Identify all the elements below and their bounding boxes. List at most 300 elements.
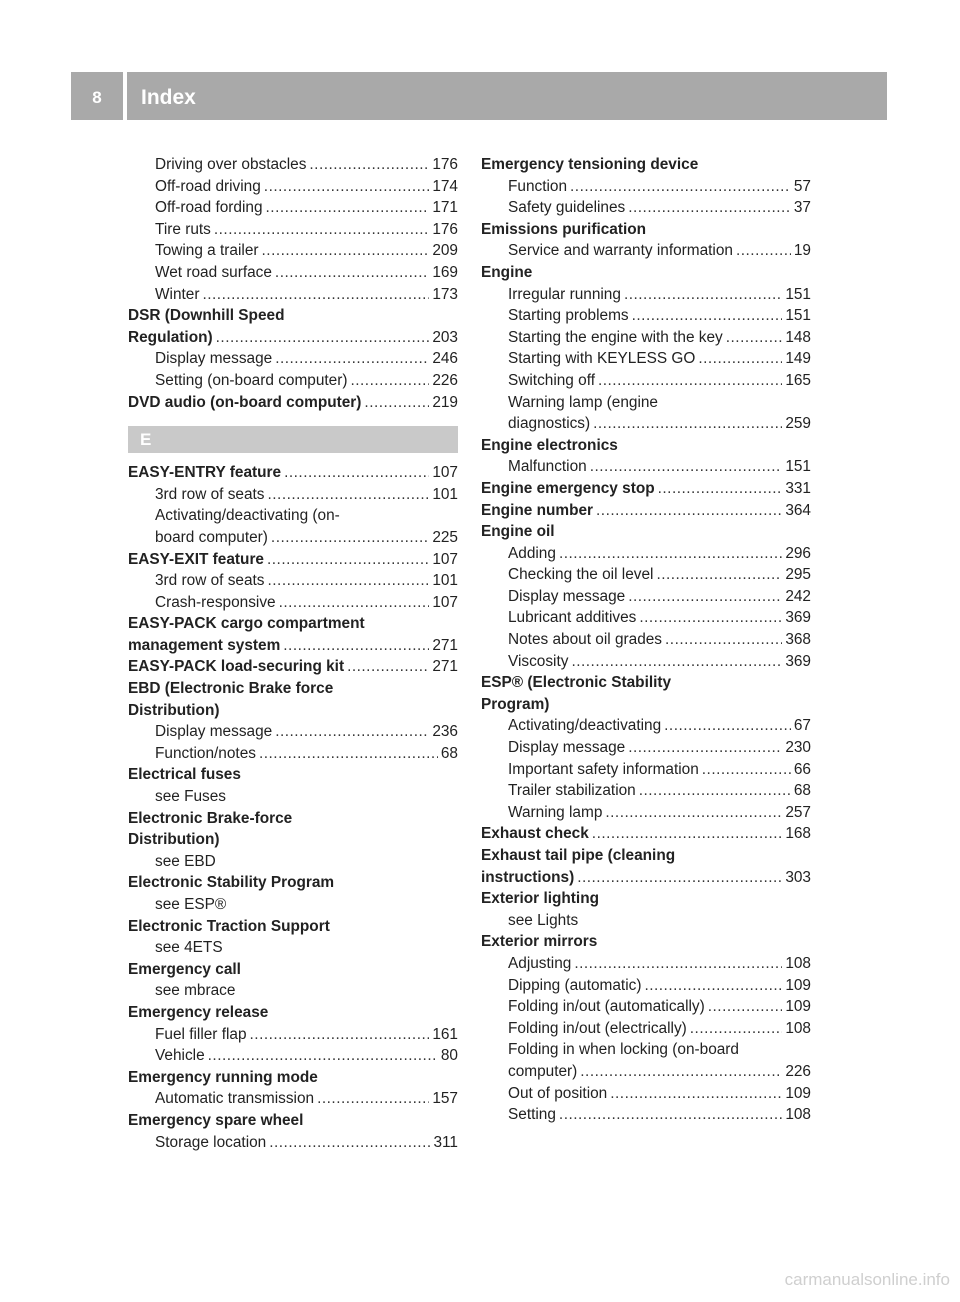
entry-text: Wet road surface [155,263,272,281]
index-entry [128,916,458,938]
leader-dots [628,197,791,219]
leader-dots [590,456,783,478]
index-subentry[interactable] [128,570,458,592]
entry-text: Crash-responsive [155,593,276,611]
entry-text: Starting with KEYLESS GO [508,350,696,368]
index-entry [128,1067,458,1089]
entry-text: EASY-EXIT feature [128,550,264,568]
entry-text: Driving over obstacles [155,156,307,173]
leader-dots [284,462,429,484]
index-subentry[interactable] [481,413,811,435]
entry-text: Warning lamp [508,803,603,821]
page-reference[interactable]: 369 [785,609,811,627]
leader-dots [658,478,783,500]
index-subentry[interactable] [128,219,458,241]
entry-text: EASY-PACK load-securing kit [128,658,345,676]
entry-text: Folding in/out (automatically) [508,998,705,1016]
leader-dots [665,629,782,651]
page-reference[interactable]: 176 [432,220,458,238]
index-subentry [128,786,458,808]
index-subentry[interactable] [481,1061,811,1083]
index-subentry [481,910,811,932]
index-entry[interactable] [128,635,458,657]
index-subentry[interactable] [481,370,811,392]
entry-text: see 4ETS [155,939,223,957]
page-reference[interactable]: 259 [785,415,811,433]
index-subentry[interactable] [481,176,811,198]
index-subentry[interactable] [481,651,811,673]
index-subentry[interactable] [128,262,458,284]
index-subentry[interactable] [481,737,811,759]
entry-text: Emergency running mode [128,1068,318,1086]
page-reference[interactable]: 101 [432,572,458,590]
page-reference[interactable]: 157 [432,1090,458,1108]
page-reference[interactable]: 311 [433,1133,458,1151]
index-letter-heading: E [128,426,458,453]
index-entry [481,154,811,176]
entry-text: Engine electronics [481,436,618,454]
index-subentry[interactable] [481,348,811,370]
index-entry [481,219,811,241]
index-entry [128,700,458,722]
page-reference[interactable]: 37 [793,199,811,217]
entry-text: see Fuses [155,788,227,806]
leader-dots [216,327,430,349]
index-subentry[interactable] [481,802,811,824]
index-subentry[interactable] [128,348,458,370]
leader-dots [570,176,791,198]
leader-dots [639,607,782,629]
entry-text: DVD audio (on-board computer) [128,393,362,411]
entry-text: Folding in/out (electrically) [508,1019,687,1037]
leader-dots [275,348,429,370]
index-entry[interactable] [481,500,811,522]
entry-text: Automatic transmission [155,1090,315,1108]
index-subentry[interactable] [128,721,458,743]
leader-dots [708,996,783,1018]
leader-dots [574,953,782,975]
page-reference[interactable]: 364 [785,501,811,519]
leader-dots [690,1018,783,1040]
entry-text: Display message [155,723,273,741]
index-entry [481,262,811,284]
index-entry [481,888,811,910]
leader-dots [259,743,438,765]
leader-dots [593,413,782,435]
index-entry [128,959,458,981]
leader-dots [266,197,430,219]
index-subentry[interactable] [128,592,458,614]
index-subentry[interactable] [128,1132,458,1154]
entry-text: EBD (Electronic Brake force [128,680,334,698]
entry-text: Vehicle [155,1047,205,1065]
entry-text: Display message [508,587,626,605]
entry-text: Setting [508,1106,556,1124]
page-reference[interactable]: 68 [440,744,458,762]
index-subentry[interactable] [128,527,458,549]
index-entry[interactable] [481,867,811,889]
index-subentry[interactable] [481,629,811,651]
entry-text: Engine oil [481,523,555,541]
leader-dots [610,1083,782,1105]
page-reference[interactable]: 236 [432,723,458,741]
page-reference[interactable]: 68 [793,782,811,800]
leader-dots [309,154,429,176]
entry-text: 3rd row of seats [155,572,265,590]
entry-text: Distribution) [128,831,220,849]
leader-dots [571,651,782,673]
index-entry [128,872,458,894]
entry-text: diagnostics) [508,415,591,433]
entry-text: Display message [508,739,626,757]
index-subentry[interactable] [128,370,458,392]
entry-text: Dipping (automatic) [508,976,642,994]
index-entry [128,1110,458,1132]
entry-text: see ESP® [155,896,227,913]
index-entry[interactable] [128,327,458,349]
leader-dots [656,564,782,586]
leader-dots [726,327,783,349]
index-entry [128,764,458,786]
entry-text: EASY-PACK cargo compartment [128,615,365,633]
entry-text: Electronic Stability Program [128,874,335,892]
leader-dots [598,370,782,392]
entry-text: Emergency spare wheel [128,1111,304,1129]
index-entry [128,305,458,327]
index-column-left [128,154,458,1153]
index-entry [481,845,811,867]
page-number: 8 [92,88,102,107]
page-reference[interactable]: 151 [785,307,811,325]
index-subentry[interactable] [128,240,458,262]
page-reference[interactable]: 151 [785,285,811,303]
entry-text: board computer) [155,528,268,546]
page-reference[interactable]: 219 [432,393,458,411]
page-reference[interactable]: 171 [432,199,458,217]
index-entry [128,678,458,700]
index-entry [128,829,458,851]
index-subentry[interactable] [481,284,811,306]
entry-text: Regulation) [128,328,213,346]
entry-text: Adjusting [508,954,572,972]
page-reference[interactable]: 165 [785,371,811,389]
page-reference[interactable]: 108 [785,1106,811,1124]
entry-text: Engine [481,263,533,281]
page-reference[interactable]: 19 [793,242,811,260]
entry-text: Activating/deactivating (on- [155,507,340,525]
entry-text: Function [508,177,568,195]
entry-text: Fuel filler flap [155,1025,247,1043]
index-entry [128,1002,458,1024]
entry-text: Exhaust check [481,825,589,843]
entry-text: Viscosity [508,652,569,670]
index-subentry[interactable] [128,176,458,198]
leader-dots [208,1045,438,1067]
index-subentry [481,1039,811,1061]
leader-dots [271,527,429,549]
leader-dots [250,1024,430,1046]
entry-text: see Lights [508,911,579,929]
index-column-right [481,154,811,1126]
page-reference[interactable]: 108 [785,954,811,972]
page-reference[interactable]: 331 [785,479,811,497]
page-reference[interactable]: 149 [785,350,811,368]
leader-dots [559,543,782,565]
leader-dots [632,305,783,327]
index-subentry[interactable] [481,780,811,802]
entry-text: Towing a trailer [155,242,259,260]
index-subentry[interactable] [128,154,458,176]
entry-text: Winter [155,285,200,303]
leader-dots [559,1104,782,1126]
index-entry[interactable] [481,478,811,500]
leader-dots [580,1061,782,1083]
page-reference[interactable]: 109 [785,998,811,1016]
entry-text: Lubricant additives [508,609,637,627]
page-reference[interactable]: 80 [440,1047,458,1065]
leader-dots [364,392,429,414]
page-reference[interactable]: 108 [785,1019,811,1037]
entry-text: see mbrace [155,982,236,1000]
index-subentry[interactable] [481,543,811,565]
entry-text: Adding [508,544,556,562]
leader-dots [202,284,429,306]
entry-text: Checking the oil level [508,566,654,584]
entry-text: Switching off [508,371,595,389]
index-entry [128,613,458,635]
index-entry [128,808,458,830]
entry-text: Activating/deactivating [508,717,662,735]
index-subentry [128,505,458,527]
entry-text: Out of position [508,1084,608,1102]
entry-text: Tire ruts [155,220,211,238]
leader-dots [736,240,791,262]
page-reference[interactable]: 271 [432,636,458,654]
index-subentry[interactable] [481,456,811,478]
entry-text: Program) [481,695,550,713]
entry-text: Storage location [155,1133,267,1151]
index-subentry[interactable] [481,305,811,327]
page-reference[interactable]: 107 [432,593,458,611]
index-subentry[interactable] [481,953,811,975]
entry-text: computer) [508,1062,578,1080]
entry-text: Starting the engine with the key [508,328,723,346]
index-subentry [128,894,458,916]
leader-dots [577,867,782,889]
page-reference[interactable]: 295 [785,566,811,584]
leader-dots [317,1088,429,1110]
index-entry [481,694,811,716]
page-reference[interactable]: 173 [432,285,458,303]
leader-dots [639,780,791,802]
index-entry[interactable] [481,823,811,845]
leader-dots [628,586,782,608]
leader-dots [267,549,429,571]
watermark: carmanualsonline.info [784,1270,950,1289]
index-subentry[interactable] [128,1045,458,1067]
page-reference[interactable]: 148 [785,328,811,346]
page-reference[interactable]: 303 [785,868,811,886]
page-reference[interactable]: 271 [432,658,458,676]
page-title: Index [141,86,196,109]
page-reference[interactable]: 369 [785,652,811,670]
page-reference[interactable]: 109 [785,1084,811,1102]
leader-dots [269,1132,430,1154]
index-subentry[interactable] [481,586,811,608]
page-reference[interactable]: 176 [432,156,458,173]
entry-text: Function/notes [155,744,256,762]
entry-text: Electronic Traction Support [128,917,330,935]
leader-dots [628,737,782,759]
index-entry [481,672,811,694]
entry-text: Important safety information [508,760,699,778]
entry-text: Irregular running [508,285,621,303]
entry-text: ESP® (Electronic Stability [481,674,672,692]
entry-text: Folding in when locking (on-board [508,1041,739,1059]
index-entry[interactable] [128,392,458,414]
entry-text: see EBD [155,852,216,870]
index-subentry [128,851,458,873]
leader-dots [264,176,430,198]
index-subentry[interactable] [481,975,811,997]
entry-text: Emergency tensioning device [481,156,699,173]
page-reference[interactable]: 226 [432,371,458,389]
entry-text: DSR (Downhill Speed [128,307,285,325]
leader-dots [347,656,429,678]
leader-dots [605,802,782,824]
index-subentry[interactable] [481,1104,811,1126]
index-subentry[interactable] [128,1024,458,1046]
index-subentry[interactable] [128,484,458,506]
index-subentry[interactable] [481,240,811,262]
page-reference[interactable]: 161 [432,1025,458,1043]
page-reference[interactable]: 107 [432,464,458,482]
entry-text: Off-road fording [155,199,263,217]
index-subentry[interactable] [481,996,811,1018]
entry-text: Engine number [481,501,594,519]
index-subentry[interactable] [481,197,811,219]
leader-dots [283,635,429,657]
entry-text: Service and warranty information [508,242,733,260]
leader-dots [702,759,791,781]
entry-text: Trailer stabilization [508,782,636,800]
page-reference[interactable]: 209 [432,242,458,260]
index-subentry[interactable] [128,284,458,306]
index-subentry[interactable] [481,759,811,781]
page-reference[interactable]: 66 [793,760,811,778]
leader-dots [262,240,430,262]
index-entry[interactable] [128,656,458,678]
entry-text: Emergency call [128,960,241,978]
entry-text: Emissions purification [481,220,647,238]
entry-text: Setting (on-board computer) [155,371,348,389]
index-entry[interactable] [128,462,458,484]
index-subentry [128,937,458,959]
leader-dots [214,219,429,241]
index-subentry[interactable] [481,607,811,629]
index-subentry[interactable] [481,1018,811,1040]
index-subentry [128,980,458,1002]
entry-text: EASY-ENTRY feature [128,464,282,482]
page-reference[interactable]: 226 [785,1062,811,1080]
entry-text: Starting problems [508,307,629,325]
page-reference[interactable]: 368 [785,631,811,649]
leader-dots [268,484,430,506]
page-reference[interactable]: 203 [432,328,458,346]
index-subentry[interactable] [128,197,458,219]
entry-text: management system [128,636,281,654]
leader-dots [279,592,430,614]
page-reference[interactable]: 257 [785,803,811,821]
page-reference[interactable]: 168 [785,825,811,843]
leader-dots [275,262,429,284]
leader-dots [268,570,430,592]
leader-dots [350,370,429,392]
entry-text: Electrical fuses [128,766,241,784]
page-reference[interactable]: 242 [785,587,811,605]
entry-text: Display message [155,350,273,368]
entry-text: 3rd row of seats [155,485,265,503]
entry-text: Exterior lighting [481,890,599,908]
page-reference[interactable]: 246 [432,350,458,368]
entry-text: Warning lamp (engine [508,393,658,411]
leader-dots [664,715,791,737]
leader-dots [698,348,782,370]
page-reference[interactable]: 230 [785,739,811,757]
leader-dots [596,500,782,522]
entry-text: Malfunction [508,458,587,476]
leader-dots [644,975,782,997]
page-reference[interactable]: 107 [432,550,458,568]
index-subentry [481,392,811,414]
page-reference[interactable]: 101 [432,485,458,503]
entry-text: Exhaust tail pipe (cleaning [481,847,676,864]
page-reference[interactable]: 169 [432,263,458,281]
index-subentry[interactable] [481,1083,811,1105]
page-reference[interactable]: 174 [432,177,458,195]
entry-text: instructions) [481,868,575,886]
entry-text: Emergency release [128,1003,269,1021]
entry-text: Exterior mirrors [481,933,598,951]
leader-dots [624,284,782,306]
header-divider [123,72,127,120]
leader-dots [275,721,429,743]
index-entry [481,435,811,457]
page-reference[interactable]: 109 [785,976,811,994]
entry-text: Off-road driving [155,177,261,195]
index-subentry[interactable] [128,1088,458,1110]
page-reference[interactable]: 57 [793,177,811,195]
page-reference[interactable]: 296 [785,544,811,562]
page-reference[interactable]: 67 [793,717,811,735]
page-header [71,72,887,120]
entry-text: Distribution) [128,701,220,719]
entry-text: Notes about oil grades [508,631,663,649]
index-entry [481,521,811,543]
index-entry [481,931,811,953]
page-reference[interactable]: 225 [432,528,458,546]
entry-text: Safety guidelines [508,199,626,217]
index-entry[interactable] [128,549,458,571]
index-subentry[interactable] [481,564,811,586]
index-subentry[interactable] [481,715,811,737]
leader-dots [592,823,783,845]
entry-text: Electronic Brake-force [128,809,293,827]
index-subentry[interactable] [481,327,811,349]
entry-text: Engine emergency stop [481,479,655,497]
index-subentry[interactable] [128,743,458,765]
page-reference[interactable]: 151 [785,458,811,476]
